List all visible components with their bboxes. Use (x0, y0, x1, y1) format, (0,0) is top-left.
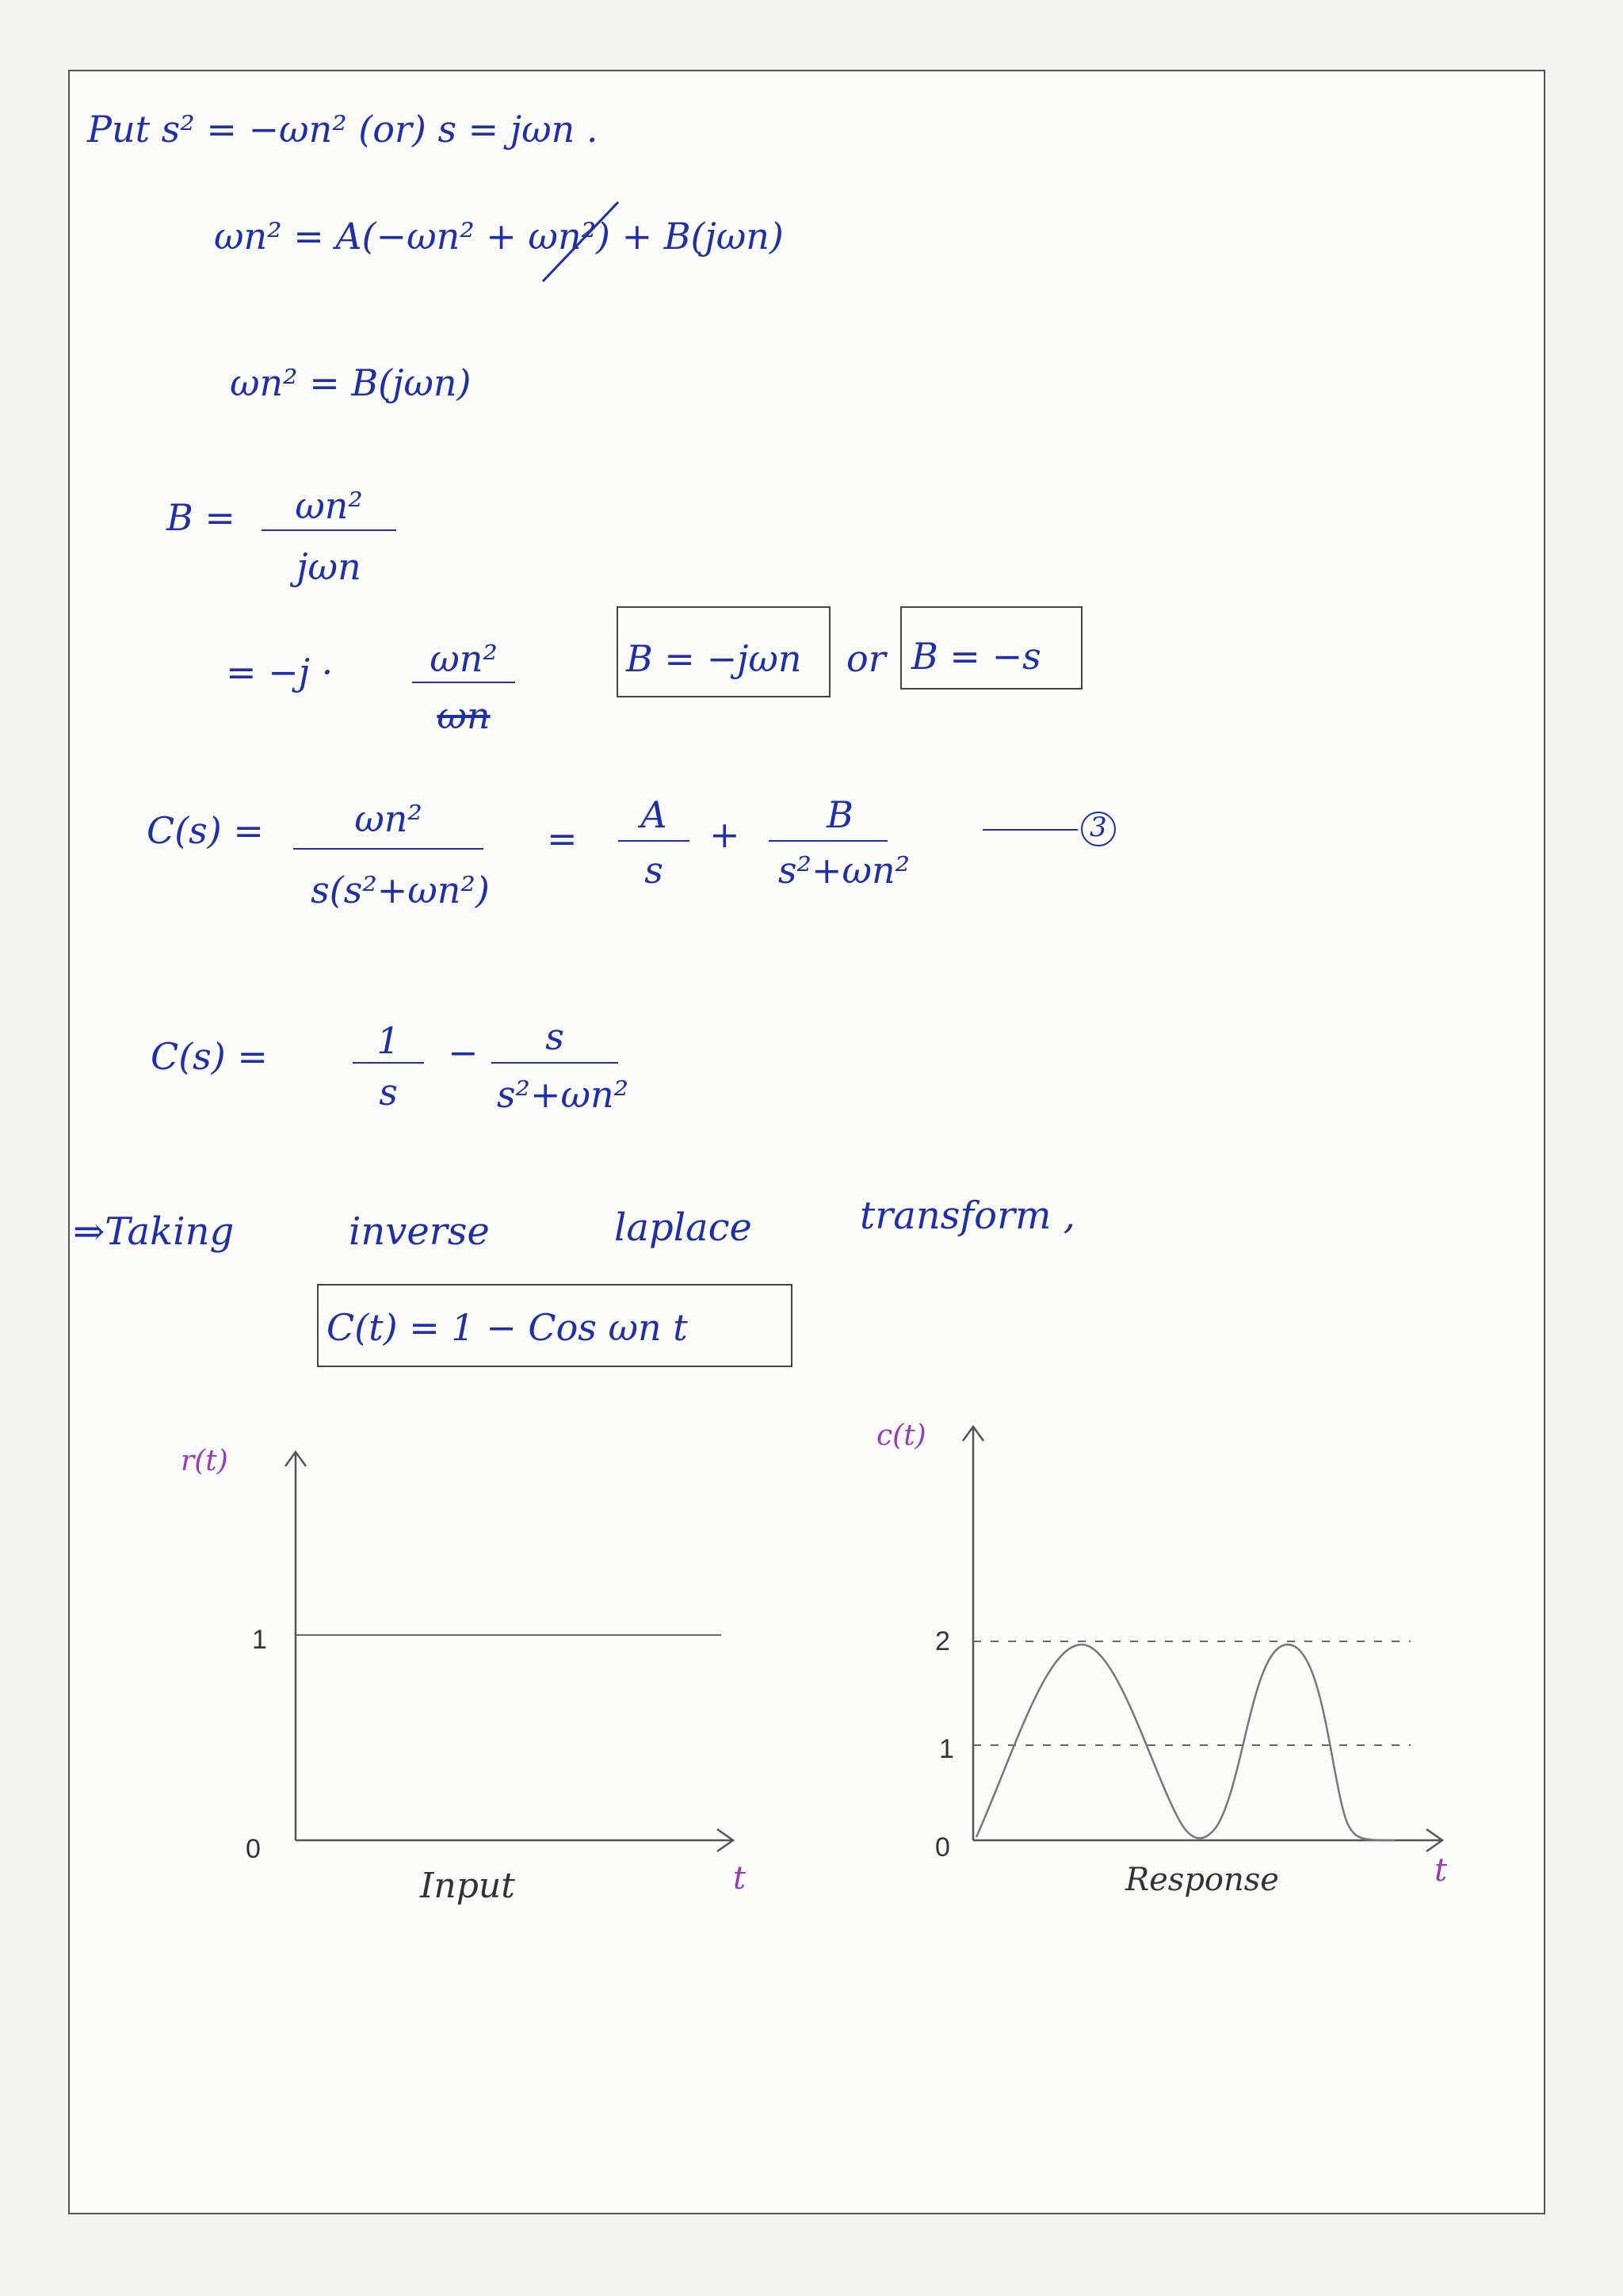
input-xlabel: t (733, 1860, 747, 1897)
eq-substitution: ωn² = A(−ωn² + ωn²) + B(jωn) (214, 215, 784, 258)
s-numerator: s (545, 1015, 564, 1058)
cs2-label: C(s) = (151, 1035, 268, 1078)
response-curve (976, 1645, 1395, 1840)
taking-text: ⇒Taking (73, 1209, 235, 1254)
b-numerator: ωn² (295, 484, 363, 527)
box-b-jwn-text: B = −jωn (626, 637, 802, 680)
one-numerator: 1 (376, 1019, 400, 1062)
response-ytick-0: 0 (935, 1832, 950, 1862)
laplace-text: laplace (614, 1205, 752, 1250)
plus-sign: + (709, 813, 740, 856)
put-line: Put s² = −ωn² (or) s = jωn . (87, 108, 598, 151)
one-denominator: s (379, 1071, 398, 1114)
b2-denominator: s²+ωn² (777, 849, 911, 892)
inverse-text: inverse (349, 1209, 490, 1254)
response-ytick-2: 2 (935, 1626, 950, 1656)
eq-number: 3 (1090, 812, 1107, 843)
cs1-equals: = (547, 817, 578, 860)
response-ylabel: c(t) (876, 1419, 926, 1452)
cs1-denominator: s(s²+ωn²) (311, 869, 490, 911)
cs1-numerator: ωn² (354, 797, 422, 840)
b-label: B = (166, 496, 235, 539)
a-numerator: A (640, 793, 667, 836)
cancel-numerator: ωn² (430, 637, 498, 680)
minus-sign: − (448, 1031, 479, 1074)
a-denominator: s (644, 849, 663, 892)
input-ylabel: r(t) (181, 1445, 228, 1477)
or-text: or (846, 637, 886, 680)
response-caption: Response (1125, 1862, 1279, 1898)
cs1-label: C(s) = (147, 809, 264, 852)
neg-j-line: = −j · (226, 651, 334, 693)
input-caption: Input (420, 1866, 515, 1906)
eq-b-jwn: ωn² = B(jωn) (230, 361, 472, 404)
response-xlabel: t (1434, 1852, 1448, 1889)
s-denominator: s²+ωn² (496, 1073, 629, 1116)
input-ytick-1: 1 (252, 1625, 267, 1655)
transform-text: transform , (860, 1194, 1076, 1238)
b2-numerator: B (827, 793, 854, 836)
b-denominator: jωn (296, 545, 361, 588)
response-ytick-1: 1 (939, 1734, 954, 1764)
cancel-denominator: ωn (437, 694, 491, 737)
input-ytick-0: 0 (246, 1834, 261, 1864)
final-result-text: C(t) = 1 − Cos ωn t (327, 1306, 688, 1349)
box-b-s-text: B = −s (911, 635, 1041, 678)
